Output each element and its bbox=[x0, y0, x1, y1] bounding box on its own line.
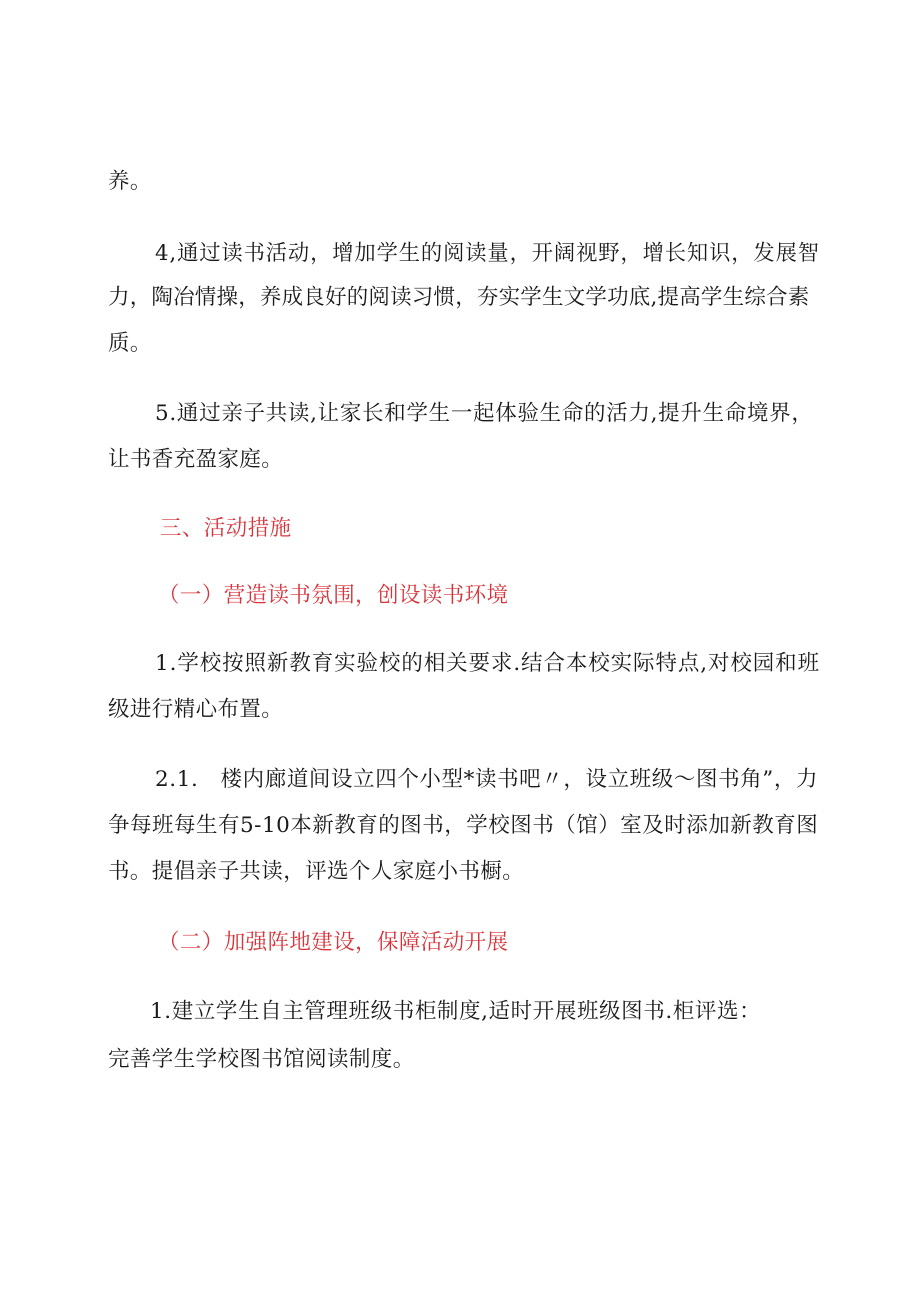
item4-line2: 力，陶冶情操，养成良好的阅读习惯，夯实学生文学功底,提高学生综合素 bbox=[108, 285, 810, 310]
item4-line3: 质。 bbox=[108, 331, 152, 356]
item5-line2: 让书香充盈家庭。 bbox=[108, 447, 284, 472]
sub1-item1-line1: 1.学校按照新教育实验校的相关要求.结合本校实际特点,对校园和班 bbox=[155, 651, 820, 676]
section3-heading: 三、活动措施 bbox=[160, 516, 292, 541]
sub1-item2-line3: 书。提倡亲子共读，评选个人家庭小书橱。 bbox=[108, 859, 525, 884]
sub1-item1-line2: 级进行精心布置。 bbox=[108, 697, 284, 722]
sub2-item1-line1: 1.建立学生自主管理班级书柜制度,适时开展班级图书.柜评选： bbox=[150, 999, 762, 1024]
sub1-item2-line2: 争每班每生有5-10本新教育的图书，学校图书（馆）室及时添加新教育图 bbox=[108, 813, 819, 838]
sub1-item2-line1: 2.1. 楼内廊道间设立四个小型*读书吧〃，设立班级～图书角”，力 bbox=[155, 767, 819, 792]
sub2-heading: （二）加强阵地建设，保障活动开展 bbox=[158, 930, 509, 955]
sub2-item1-line2: 完善学生学校图书馆阅读制度。 bbox=[108, 1047, 415, 1072]
sub1-heading: （一）营造读书氛围，创设读书环境 bbox=[158, 583, 509, 608]
continuation-text: 养。 bbox=[108, 169, 152, 194]
item4-line1: 4,通过读书活动，增加学生的阅读量，开阔视野，增长知识，发展智 bbox=[155, 241, 820, 266]
item5-line1: 5.通过亲子共读,让家长和学生一起体验生命的活力,提升生命境界， bbox=[155, 401, 814, 426]
